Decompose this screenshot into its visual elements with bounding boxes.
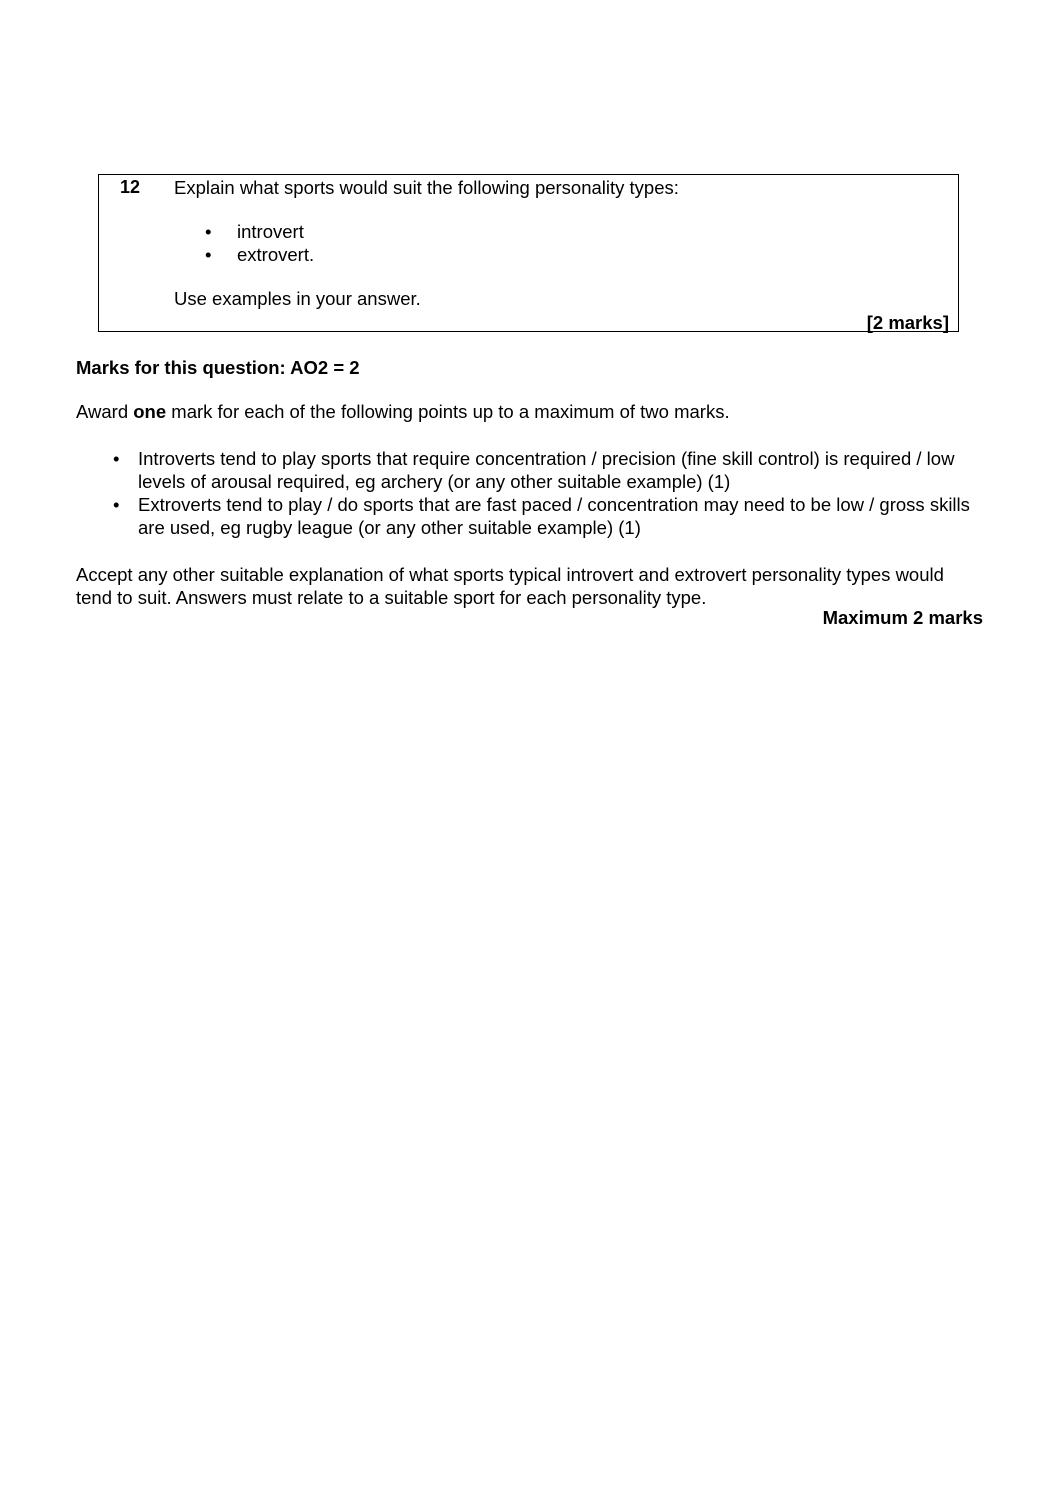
award-bold: one bbox=[133, 401, 167, 422]
bullet-text: extrovert. bbox=[237, 244, 315, 265]
list-item bbox=[174, 220, 314, 243]
question-box bbox=[98, 174, 959, 332]
bullet-icon: • bbox=[113, 494, 120, 515]
mark-point-text: Introverts tend to play sports that require concentration / precision (fine skill control) is required / low levels of arousal required, eg archery (or any other suitable example) (1) bbox=[138, 448, 955, 492]
list-item bbox=[76, 447, 986, 493]
question-text: Explain what sports would suit the following personality types: bbox=[174, 177, 679, 198]
mark-point-text: Extroverts tend to play / do sports that are fast paced / concentration may need to be low / gross skills are used, eg rugby league (or any other suitable example) (1) bbox=[138, 494, 970, 538]
question-bullet-list bbox=[174, 220, 314, 266]
award-suffix: mark for each of the following points up to a maximum of two marks. bbox=[166, 401, 730, 422]
question-number: 12 bbox=[120, 177, 141, 197]
list-item bbox=[174, 243, 314, 266]
accept-note: Accept any other suitable explanation of what sports typical introvert and extrovert personality types would tend to suit. Answers must relate to a suitable sport for each personality type. bbox=[76, 564, 944, 608]
question-instruction: Use examples in your answer. bbox=[174, 288, 421, 309]
question-marks: [2 marks] bbox=[866, 312, 949, 333]
bullet-icon: • bbox=[205, 221, 212, 242]
mark-scheme-heading: Marks for this question: AO2 = 2 bbox=[76, 357, 360, 378]
award-instruction bbox=[76, 401, 730, 423]
award-prefix: Award bbox=[76, 401, 134, 422]
maximum-marks: Maximum 2 marks bbox=[822, 607, 983, 628]
mark-points-list bbox=[76, 447, 986, 539]
bullet-icon: • bbox=[205, 244, 212, 265]
bullet-icon: • bbox=[113, 448, 120, 469]
bullet-text: introvert bbox=[237, 221, 304, 242]
list-item bbox=[76, 493, 986, 539]
